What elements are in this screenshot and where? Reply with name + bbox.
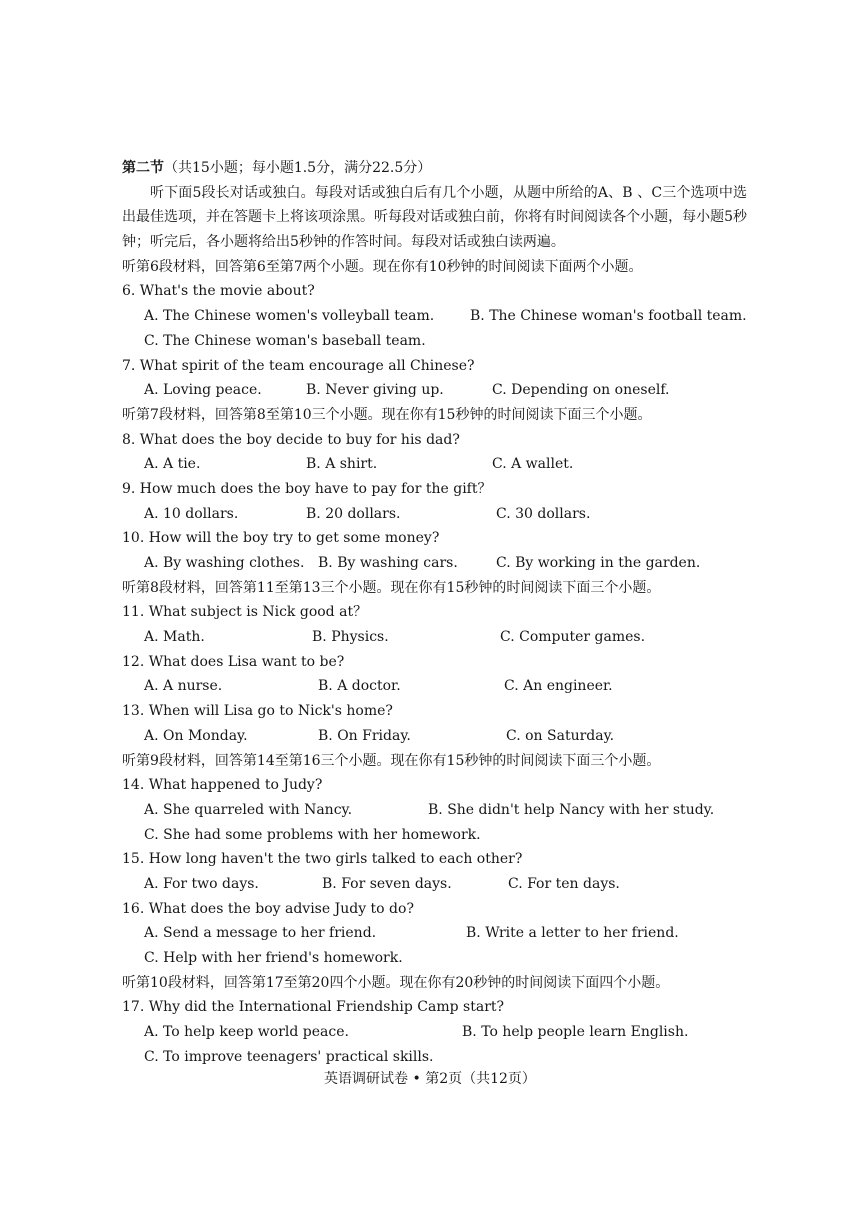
question-blocks xyxy=(122,255,747,1070)
answer-option-c: C. For ten days. xyxy=(508,875,620,892)
answer-option-c: C. Depending on oneself. xyxy=(492,382,670,399)
answer-option-a: A. On Monday. xyxy=(144,727,248,744)
answer-option-c: C. A wallet. xyxy=(492,456,574,473)
question-stem: 10. How will the boy try to get some money? xyxy=(122,530,440,547)
answer-option-b: B. By washing cars. xyxy=(318,555,458,572)
question-stem: 11. What subject is Nick good at？ xyxy=(122,604,368,621)
answer-option-c: C. She had some problems with her homework. xyxy=(144,826,481,843)
answer-option-c: C. on Saturday. xyxy=(506,727,615,744)
question-stem: 17. Why did the International Friendship Camp start? xyxy=(122,999,505,1016)
answer-option-c: C. To improve teenagers' practical skills. xyxy=(144,1048,434,1065)
answer-option-a: A. She quarreled with Nancy. xyxy=(144,801,353,818)
options-row xyxy=(122,502,747,527)
answer-option-c: C. Computer games. xyxy=(500,629,646,646)
question-stem: 7. What spirit of the team encourage all Chinese? xyxy=(122,357,475,374)
block-instruction: 听第8段材料，回答第11至第13三个小题。现在你有15秒钟的时间阅读下面三个小题。 xyxy=(122,579,661,596)
answer-option-b: B. A doctor. xyxy=(318,678,401,695)
answer-option-b: B. Physics. xyxy=(312,629,389,646)
answer-option-c: C. The Chinese woman's baseball team. xyxy=(144,332,426,349)
options-row xyxy=(122,1020,747,1045)
options-row xyxy=(122,551,747,576)
block-instruction: 听第10段材料，回答第17至第20四个小题。现在你有20秒钟的时间阅读下面四个小题。 xyxy=(122,974,670,991)
options-row xyxy=(122,823,747,848)
question-stem: 15. How long haven't the two girls talked to each other? xyxy=(122,851,523,868)
answer-option-b: B. Write a letter to her friend. xyxy=(466,925,679,942)
answer-option-a: A. Loving peace. xyxy=(144,382,262,399)
question-stem: 6. What's the movie about? xyxy=(122,283,315,300)
question-stem: 14. What happened to Judy? xyxy=(122,777,323,794)
answer-option-a: A. 10 dollars. xyxy=(144,505,239,522)
page-content xyxy=(122,156,747,1069)
options-row xyxy=(122,724,747,749)
options-row xyxy=(122,304,747,329)
answer-option-a: A. Send a message to her friend. xyxy=(144,925,377,942)
answer-option-a: A. The Chinese women's volleyball team. xyxy=(144,308,435,325)
options-row xyxy=(122,798,747,823)
answer-option-c: C. 30 dollars. xyxy=(496,505,591,522)
options-row xyxy=(122,674,747,699)
question-stem: 13. When will Lisa go to Nick's home? xyxy=(122,703,393,720)
block-instruction: 听第9段材料，回答第14至第16三个小题。现在你有15秒钟的时间阅读下面三个小题。 xyxy=(122,752,661,769)
options-row xyxy=(122,625,747,650)
options-row xyxy=(122,921,747,946)
options-row xyxy=(122,452,747,477)
options-row xyxy=(122,946,747,971)
answer-option-a: A. A nurse. xyxy=(144,678,223,695)
options-row xyxy=(122,329,747,354)
answer-option-a: A. For two days. xyxy=(144,875,259,892)
answer-option-b: B. For seven days. xyxy=(322,875,452,892)
section-note: （共15小题；每小题1.5分，满分22.5分） xyxy=(164,160,432,176)
answer-option-c: C. By working in the garden. xyxy=(496,555,701,572)
section-title: 第二节 xyxy=(122,160,164,176)
answer-option-b: B. 20 dollars. xyxy=(306,505,401,522)
question-stem: 16. What does the boy advise Judy to do? xyxy=(122,900,414,917)
answer-option-a: A. To help keep world peace. xyxy=(144,1024,349,1041)
question-stem: 9. How much does the boy have to pay for the gift？ xyxy=(122,480,492,497)
section-instructions: 听下面5段长对话或独白。每段对话或独白后有几个小题，从题中所给的A、B 、C三个选项中选出最佳选项，并在答题卡上将该项涂黑。听每段对话或独白前，你将有时间阅读各个小题，每小题5秒钟；听完后，各小题将给出5秒钟的作答时间。每段对话或独白读两遍。 xyxy=(122,184,747,251)
question-stem: 12. What does Lisa want to be? xyxy=(122,653,345,670)
answer-option-b: B. She didn't help Nancy with her study. xyxy=(428,801,715,818)
options-row xyxy=(122,378,747,403)
section-heading xyxy=(122,156,747,181)
block-instruction: 听第6段材料，回答第6至第7两个小题。现在你有10秒钟的时间阅读下面两个小题。 xyxy=(122,258,643,275)
block-instruction: 听第7段材料，回答第8至第10三个小题。现在你有15秒钟的时间阅读下面三个小题。 xyxy=(122,406,652,423)
answer-option-b: B. On Friday. xyxy=(318,727,411,744)
answer-option-b: B. Never giving up. xyxy=(306,382,444,399)
answer-option-a: A. By washing clothes. xyxy=(144,555,305,572)
question-stem: 8. What does the boy decide to buy for his dad? xyxy=(122,431,460,448)
answer-option-c: C. An engineer. xyxy=(504,678,613,695)
answer-option-c: C. Help with her friend's homework. xyxy=(144,950,403,967)
answer-option-b: B. To help people learn English. xyxy=(462,1024,689,1041)
answer-option-b: B. The Chinese woman's football team. xyxy=(470,308,747,325)
answer-option-b: B. A shirt. xyxy=(306,456,378,473)
answer-option-a: A. A tie. xyxy=(144,456,201,473)
options-row xyxy=(122,872,747,897)
answer-option-a: A. Math. xyxy=(144,629,205,646)
page-footer: 英语调研试卷 • 第2页（共12页） xyxy=(324,1071,536,1087)
options-row xyxy=(122,1045,747,1070)
